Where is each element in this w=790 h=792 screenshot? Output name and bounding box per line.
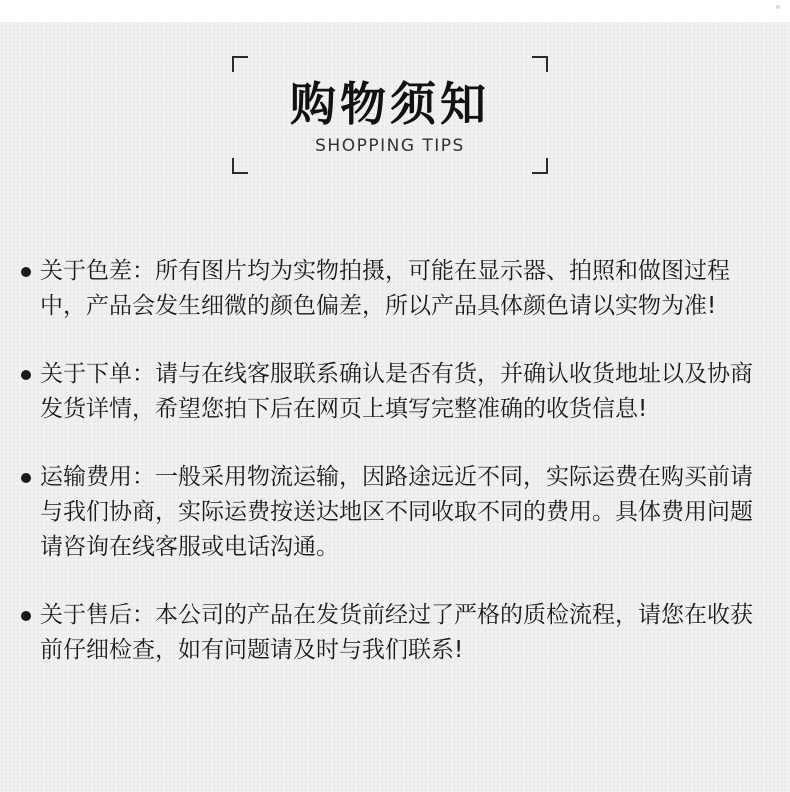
corner-bracket-bottom-right-icon [532, 158, 548, 174]
tip-text: 关于下单：请与在线客服联系确认是否有货，并确认收货地址以及协商发货详情，希望您拍下后在网页上填写完整准确的收货信息! [40, 361, 753, 422]
dot-icon [776, 5, 780, 9]
tip-text: 关于售后：本公司的产品在发货前经过了严格的质检流程，请您在收获前仔细检查，如有问题请及时与我们联系! [40, 602, 753, 663]
bullet-icon [21, 611, 31, 621]
page-title: 购物须知 [290, 77, 490, 131]
tip-ordering [18, 357, 760, 427]
bullet-icon [21, 267, 31, 277]
tip-text: 运输费用：一般采用物流运输，因路途远近不同，实际运费在购买前请与我们协商，实际运费按送达地区不同收取不同的费用。具体费用问题请咨询在线客服或电话沟通。 [40, 464, 753, 560]
header-frame [232, 56, 548, 174]
tip-shipping-cost [18, 460, 760, 565]
corner-bracket-top-right-icon [532, 56, 548, 72]
bullet-icon [21, 473, 31, 483]
tip-text: 关于色差：所有图片均为实物拍摄，可能在显示器、拍照和做图过程中，产品会发生细微的颜色偏差，所以产品具体颜色请以实物为准! [40, 258, 730, 319]
bullet-icon [21, 370, 31, 380]
page-subtitle: SHOPPING TIPS [315, 136, 465, 156]
corner-bracket-top-left-icon [232, 56, 248, 72]
tip-after-sales [18, 598, 760, 668]
tip-color-difference [18, 254, 760, 324]
corner-bracket-bottom-left-icon [232, 158, 248, 174]
tips-list [18, 254, 760, 701]
top-strip [0, 0, 790, 22]
